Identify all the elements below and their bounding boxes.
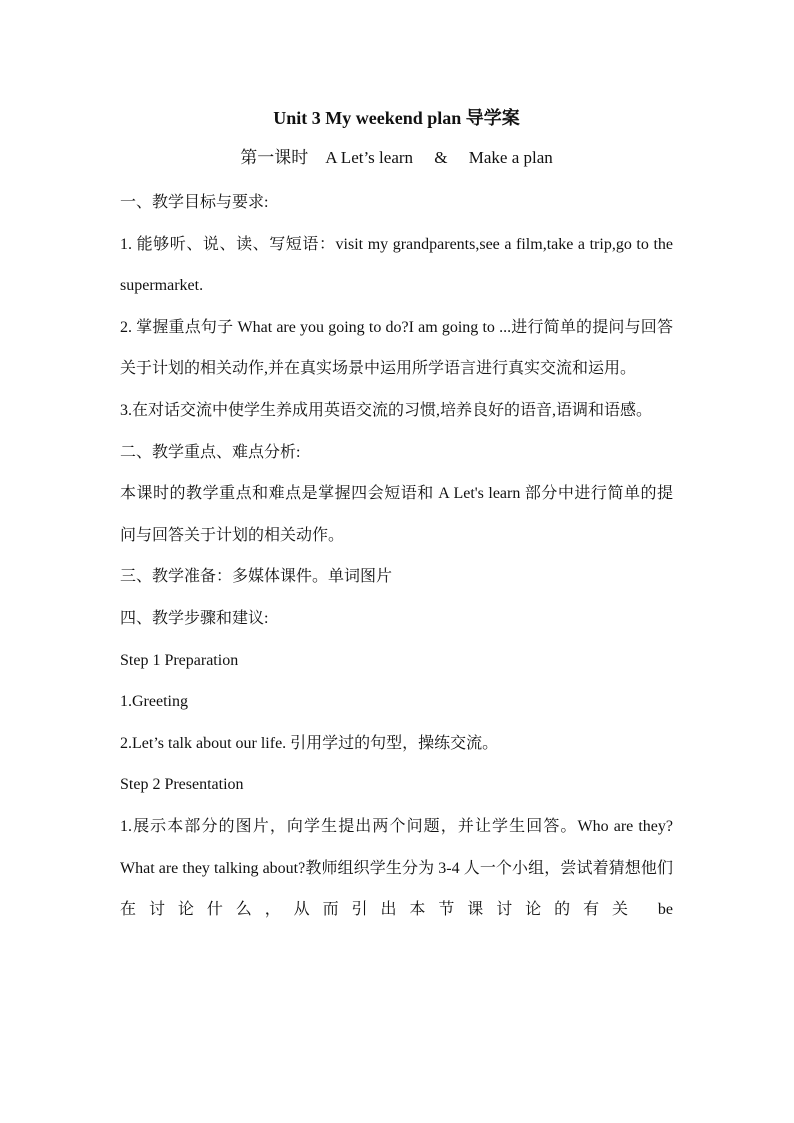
step-2-heading: Step 2 Presentation [120,776,244,794]
objective-3: 3.在对话交流中使学生养成用英语交流的习惯,培养良好的语音,语调和语感。 [120,401,653,419]
key-points-text: 本课时的教学重点和难点是掌握四会短语和 A Let's learn 部分中进行简单的提问与回答关于计划的相关动作。 [120,485,673,544]
document-body [120,100,673,931]
lesson-subtitle: 第一课时 A Let’s learn & Make a plan [240,148,553,167]
section-heading-objectives: 一、教学目标与要求: [120,194,269,211]
document-title: Unit 3 My weekend plan 导学案 [273,108,520,128]
section-heading-steps: 四、教学步骤和建议: [120,609,269,627]
objective-1: 1. 能够听、说、读、写短语：visit my grandparents,see a film,take a trip,go to the supermarket. [120,235,673,295]
section-heading-key-points: 二、教学重点、难点分析: [120,443,301,461]
step-2-item-1: 1.展示本部分的图片，向学生提出两个问题，并让学生回答。Who are they?What are they talking about?教师组织学生分为 3-4 人一个小组，尝试着猜想他们在讨论什么，从而引出本节课讨论的有关 be [120,817,673,919]
step-1-heading: Step 1 Preparation [120,651,239,669]
step-1-item-2: 2.Let’s talk about our life. 引用学过的句型，操练交流。 [120,734,499,752]
section-heading-preparation: 三、教学准备：多媒体课件。单词图片 [120,568,393,586]
objective-2: 2. 掌握重点句子 What are you going to do?I am going to ...进行简单的提问与回答关于计划的相关动作,并在真实场景中运用所学语言进行真实交流和运用。 [120,318,673,378]
step-1-item-1: 1.Greeting [120,693,188,711]
